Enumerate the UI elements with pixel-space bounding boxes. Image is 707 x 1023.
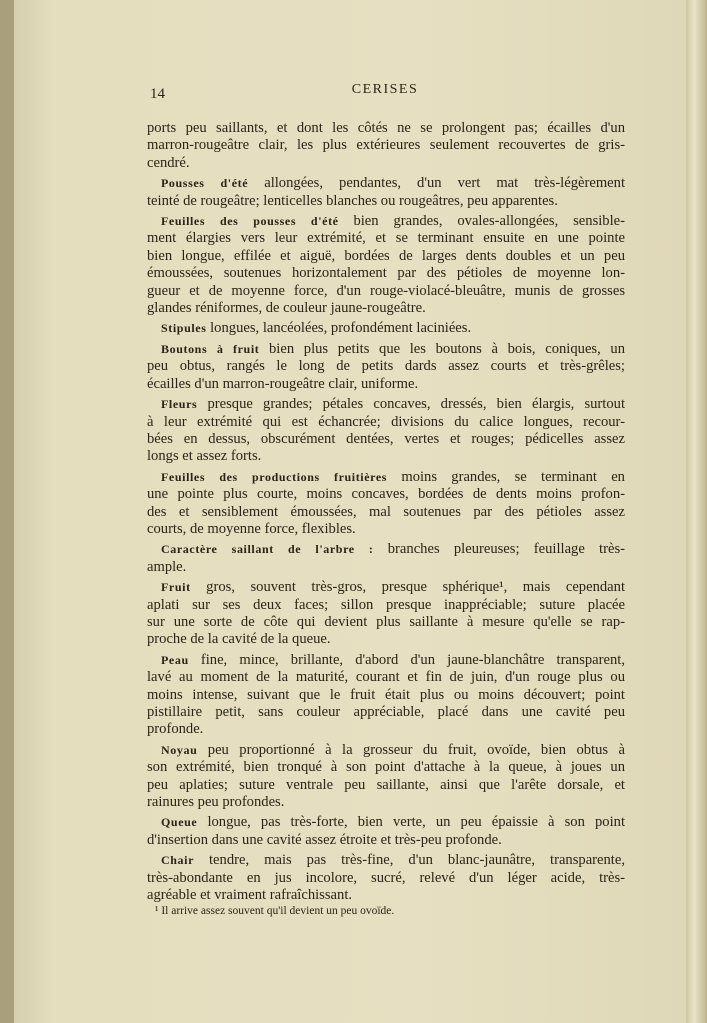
line-text: cendré. bbox=[147, 154, 190, 171]
line-text: pistillaire petit, sans couleur appréciable, placé dans une cavité peu bbox=[147, 704, 625, 720]
text-line bbox=[147, 283, 625, 300]
text-line bbox=[147, 504, 625, 521]
paragraph-lead: Pousses d'été bbox=[161, 176, 249, 191]
text-line bbox=[147, 579, 625, 596]
paragraph bbox=[147, 396, 625, 466]
line-text: bien plus petits que les boutons à bois, coniques, un bbox=[259, 340, 626, 357]
text-line bbox=[147, 175, 625, 192]
text-line bbox=[147, 759, 625, 776]
text-line bbox=[147, 597, 625, 614]
text-line bbox=[147, 704, 625, 721]
line-text: ample. bbox=[147, 558, 187, 575]
text-line bbox=[147, 155, 625, 172]
text-line bbox=[147, 777, 625, 794]
line-text: fine, mince, brillante, d'abord d'un jaune-blanchâtre transparent, bbox=[188, 651, 625, 668]
paragraph-lead: Queue bbox=[161, 815, 198, 830]
text-line bbox=[147, 265, 625, 282]
line-text: moins grandes, se terminant en bbox=[387, 468, 625, 485]
line-text: d'insertion dans une cavité assez étroite et très-peu profonde. bbox=[147, 831, 502, 848]
line-text: très-abondante en jus incolore, sucré, relevé d'un léger acide, très- bbox=[147, 869, 625, 886]
text-line bbox=[147, 414, 625, 431]
paragraph bbox=[147, 852, 625, 904]
paragraph-lead: Feuilles des pousses d'été bbox=[161, 214, 339, 229]
text-line bbox=[147, 870, 625, 887]
running-title: CERISES bbox=[351, 82, 419, 97]
line-text: courts, de moyenne force, flexibles. bbox=[147, 520, 356, 537]
text-line bbox=[147, 631, 625, 648]
paragraph bbox=[147, 341, 625, 393]
line-text: peu aplaties; suture ventrale peu saillante, ainsi que l'arête dorsale, et bbox=[147, 776, 625, 793]
line-text: bien grandes, ovales-allongées, sensible- bbox=[338, 213, 625, 230]
line-text: gros, souvent très-gros, presque sphérique¹, mais cependant bbox=[190, 579, 625, 596]
line-text: profonde. bbox=[147, 721, 204, 738]
paragraph bbox=[147, 469, 625, 539]
line-text: proche de la cavité de la queue. bbox=[147, 631, 331, 648]
text-line bbox=[147, 120, 625, 137]
text-line bbox=[147, 320, 625, 337]
line-text: glandes réniformes, de couleur jaune-rougeâtre. bbox=[147, 300, 426, 317]
text-line bbox=[147, 341, 625, 358]
line-text: moins intense, suivant que le fruit était plus ou moins découvert; point bbox=[147, 686, 625, 703]
line-text: agréable et vraiment rafraîchissant. bbox=[147, 887, 353, 904]
line-text: longue, pas très-forte, bien verte, un peu épaissie à son point bbox=[197, 814, 625, 831]
paragraph-lead: Fruit bbox=[161, 580, 191, 595]
text-line bbox=[147, 742, 625, 759]
text-line bbox=[147, 721, 625, 738]
line-text: ports peu saillants, et dont les côtés ne se prolongent pas; écailles d'un bbox=[147, 120, 625, 136]
text-line bbox=[147, 486, 625, 503]
text-line bbox=[147, 521, 625, 538]
paragraph bbox=[147, 175, 625, 210]
line-text: aplati sur ses deux faces; sillon presque inappréciable; suture placée bbox=[147, 596, 625, 613]
line-text: tendre, mais pas très-fine, d'un blanc-jaunâtre, transparente, bbox=[194, 852, 625, 869]
paragraph-lead: Peau bbox=[161, 652, 189, 667]
paragraph-lead: Chair bbox=[161, 853, 194, 868]
line-text: bées en dessus, obscurément dentées, vertes et rouges; pédicelles assez bbox=[147, 430, 625, 447]
line-text: émoussées, soutenues horizontalement par des pétioles de moyenne lon- bbox=[147, 265, 625, 282]
text-line bbox=[147, 193, 625, 210]
paragraph bbox=[147, 814, 625, 849]
text-line bbox=[147, 652, 625, 669]
line-text: peu proportionné à la grosseur du fruit, ovoïde, bien obtus à bbox=[197, 741, 625, 758]
line-text: presque grandes; pétales concaves, dressés, bien élargis, surtout bbox=[197, 396, 625, 413]
text-line bbox=[147, 358, 625, 375]
line-text: rainures peu profondes. bbox=[147, 794, 285, 811]
footnote: ¹ Il arrive assez souvent qu'il devient un peu ovoïde. bbox=[155, 905, 395, 917]
line-text: peu obtus, rangés le long de petits dards assez courts et très-grêles; bbox=[147, 358, 625, 375]
line-text: son extrémité, bien tronqué à son point d'attache à la queue, à joues un bbox=[147, 759, 625, 776]
text-line bbox=[147, 469, 625, 486]
text-line bbox=[147, 376, 625, 393]
text-line bbox=[147, 687, 625, 704]
text-line bbox=[147, 814, 625, 831]
text-line bbox=[147, 669, 625, 686]
paragraph-lead: Stipules bbox=[161, 321, 207, 336]
paragraph bbox=[147, 579, 625, 649]
line-text: longues, lancéolées, profondément laciniées. bbox=[206, 320, 472, 337]
text-line bbox=[147, 396, 625, 413]
text-line bbox=[147, 852, 625, 869]
paragraph-lead: Feuilles des productions fruitières bbox=[161, 469, 388, 484]
paragraph-lead: Fleurs bbox=[161, 397, 198, 412]
line-text: ment élargies vers leur extrémité, et se terminant ensuite en une pointe bbox=[147, 230, 625, 247]
paragraph bbox=[147, 652, 625, 739]
text-line bbox=[147, 300, 625, 317]
line-text: bien longue, effilée et aiguë, bordées de larges dents doubles et un peu bbox=[147, 247, 625, 264]
line-text: une pointe plus courte, moins concaves, bordées de dents moins profon- bbox=[147, 486, 625, 503]
text-line bbox=[147, 832, 625, 849]
page-edge bbox=[686, 0, 707, 1023]
text-line bbox=[147, 137, 625, 154]
line-text: teinté de rougeâtre; lenticelles blanches ou rougeâtres, peu apparentes. bbox=[147, 192, 558, 209]
text-line bbox=[147, 230, 625, 247]
paragraph bbox=[147, 213, 625, 317]
line-text: gueur et de moyenne force, d'un rouge-violacé-bleuâtre, munis de grosses bbox=[147, 282, 625, 299]
text-line bbox=[147, 887, 625, 904]
line-text: à leur extrémité qui est échancrée; divisions du calice longues, recour- bbox=[147, 413, 625, 430]
text-line bbox=[147, 448, 625, 465]
paragraph bbox=[147, 742, 625, 812]
paragraph bbox=[147, 320, 625, 337]
page-number: 14 bbox=[150, 86, 165, 102]
line-text: sur une sorte de côte qui devient plus saillante à mesure qu'elle se rap- bbox=[147, 613, 625, 630]
text-line bbox=[147, 248, 625, 265]
line-text: longs et assez forts. bbox=[147, 448, 262, 465]
paragraph bbox=[147, 541, 625, 576]
text-line bbox=[147, 614, 625, 631]
paragraph-lead: Noyau bbox=[161, 742, 198, 757]
line-text: branches pleureuses; feuillage très- bbox=[373, 541, 625, 558]
line-text: écailles d'un marron-rougeâtre clair, uniforme. bbox=[147, 375, 419, 392]
line-text: marron-rougeâtre clair, les plus extérieures seulement recouvertes de gris- bbox=[147, 137, 625, 154]
paragraph-lead: Boutons à fruit bbox=[161, 341, 260, 356]
text-line bbox=[147, 213, 625, 230]
text-line bbox=[147, 559, 625, 576]
line-text: lavé au moment de la maturité, courant et fin de juin, d'un rouge plus ou bbox=[147, 669, 625, 686]
body-text bbox=[147, 117, 625, 904]
paragraph-lead: Caractère saillant de l'arbre : bbox=[161, 542, 374, 557]
text-line bbox=[147, 431, 625, 448]
line-text: allongées, pendantes, d'un vert mat très-légèrement bbox=[248, 175, 626, 192]
line-text: des et sensiblement émoussées, mal soutenues par des pétioles assez bbox=[147, 503, 625, 520]
paragraph bbox=[147, 120, 625, 172]
text-line bbox=[147, 541, 625, 558]
text-line bbox=[147, 794, 625, 811]
